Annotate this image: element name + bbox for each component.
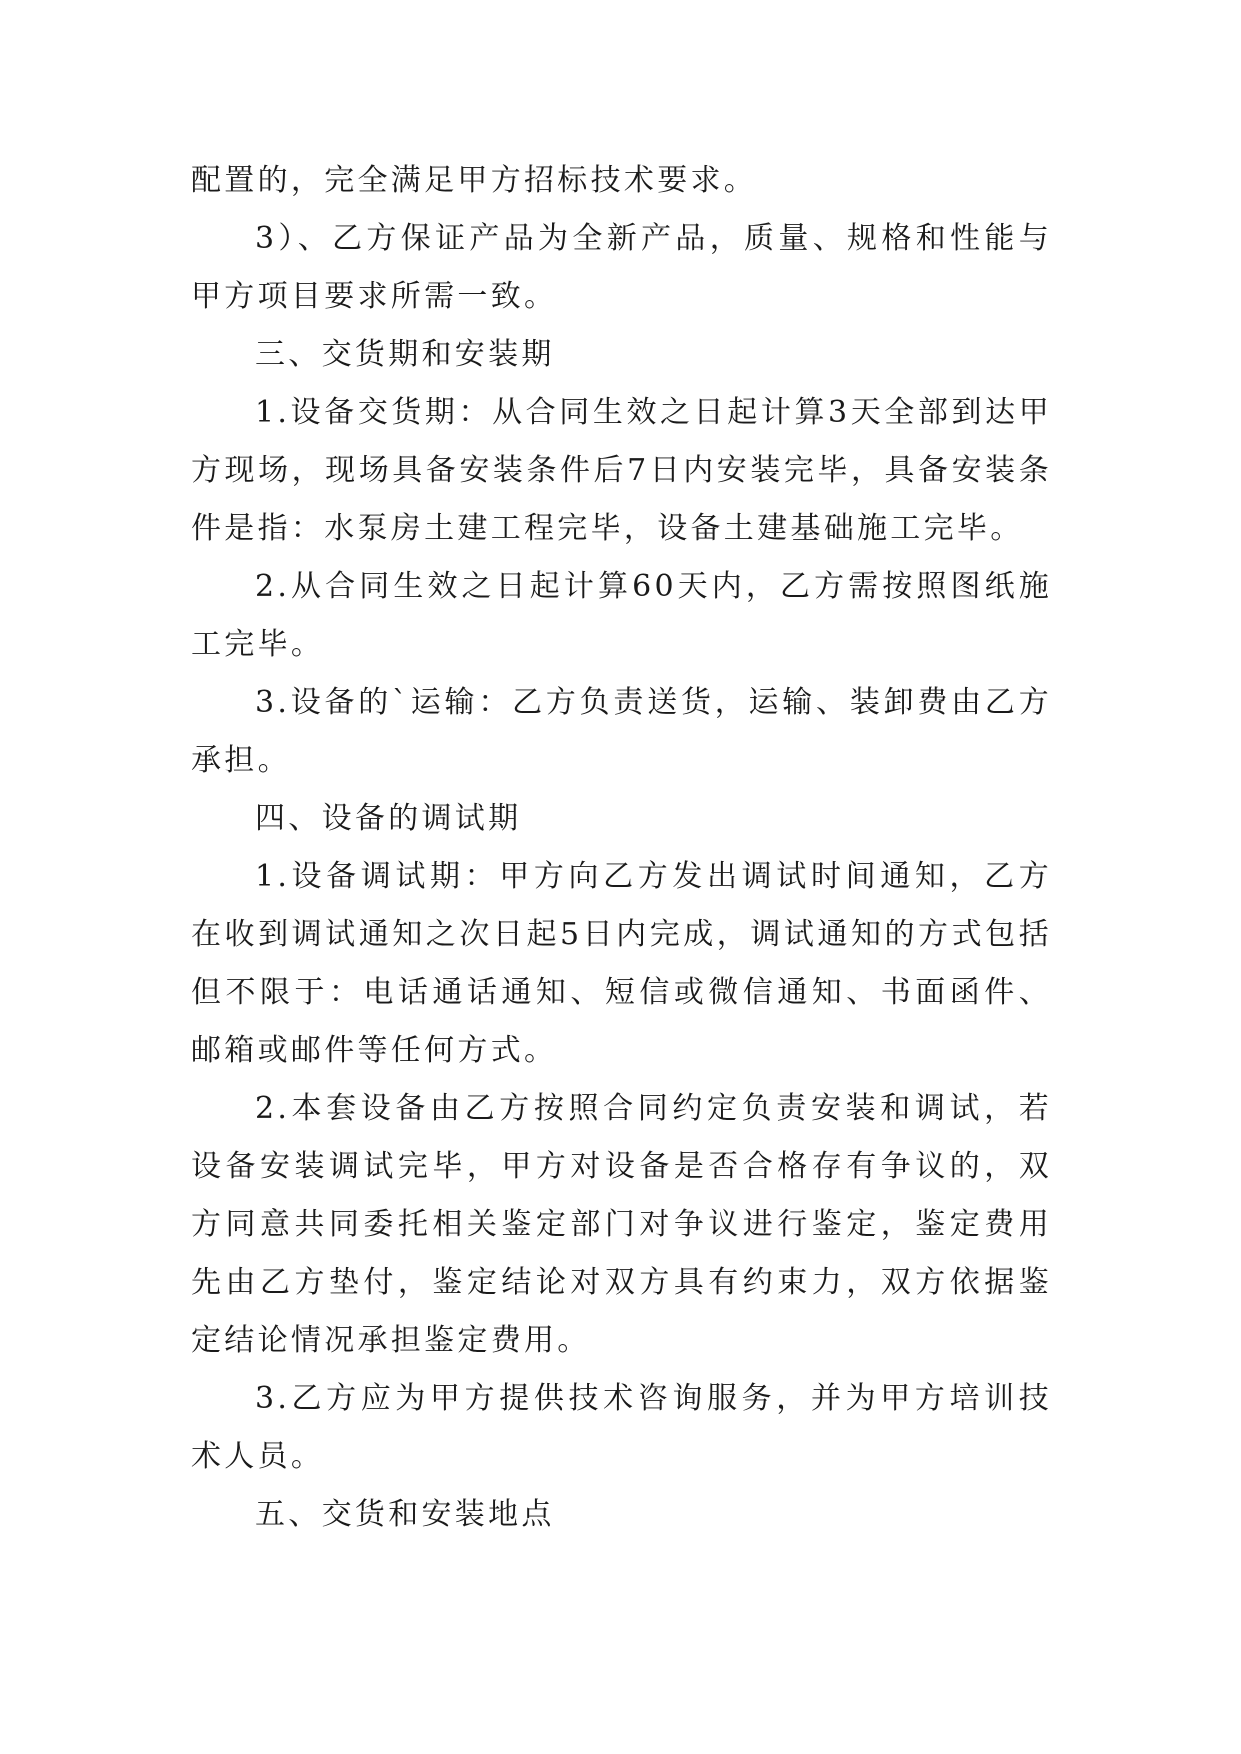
paragraph-commissioning-period: 1.设备调试期：甲方向乙方发出调试时间通知，乙方在收到调试通知之次日起5日内完成，调试通知的方式包括但不限于：电话通话通知、短信或微信通知、书面函件、邮箱或邮件等任何方式。 <box>191 859 1052 1068</box>
paragraph-construction-period: 2.从合同生效之日起计算60天内，乙方需按照图纸施工完毕。 <box>191 569 1052 662</box>
section-heading-commissioning: 四、设备的调试期 <box>255 801 522 836</box>
section-heading-delivery-location: 五、交货和安装地点 <box>255 1497 555 1532</box>
paragraph-transport: 3.设备的`运输：乙方负责送货，运输、装卸费由乙方承担。 <box>191 685 1052 778</box>
paragraph-dispute-appraisal: 2.本套设备由乙方按照合同约定负责安装和调试，若设备安装调试完毕，甲方对设备是否合格存有争议的，双方同意共同委托相关鉴定部门对争议进行鉴定，鉴定费用先由乙方垫付，鉴定结论对双方具有约束力，双方依据鉴定结论情况承担鉴定费用。 <box>191 1091 1052 1358</box>
section-heading-delivery-installation: 三、交货期和安装期 <box>255 337 555 372</box>
paragraph-product-guarantee: 3）、乙方保证产品为全新产品，质量、规格和性能与甲方项目要求所需一致。 <box>191 221 1052 314</box>
paragraph-continued-config: 配置的，完全满足甲方招标技术要求。 <box>191 163 758 198</box>
paragraph-technical-support: 3.乙方应为甲方提供技术咨询服务，并为甲方培训技术人员。 <box>191 1381 1052 1474</box>
document-body <box>191 152 1052 1544</box>
paragraph-delivery-period: 1.设备交货期：从合同生效之日起计算3天全部到达甲方现场，现场具备安装条件后7日内安装完毕，具备安装条件是指：水泵房土建工程完毕，设备土建基础施工完毕。 <box>191 395 1052 546</box>
